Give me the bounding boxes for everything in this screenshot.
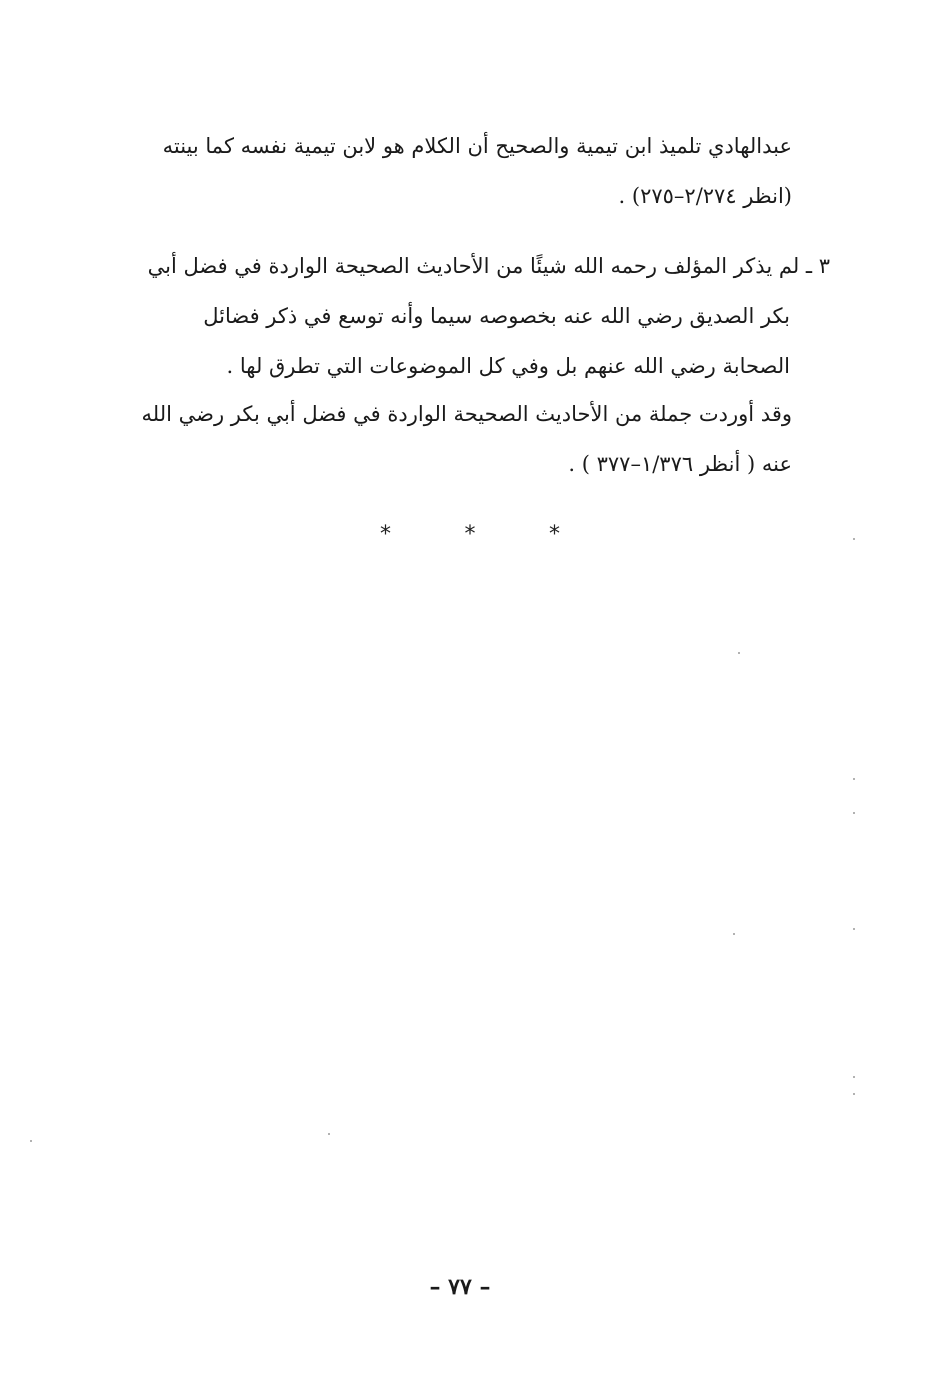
separator-star: * — [464, 522, 476, 547]
scan-speck — [738, 652, 740, 654]
separator-star: * — [549, 522, 560, 547]
scan-speck — [30, 1140, 32, 1142]
paragraph-2-line-1: ٣ ـ لم يذكر المؤلف رحمه الله شيئًا من الأحاديث الصحيحة الواردة في فضل أبي — [147, 254, 830, 278]
scan-speck — [853, 1076, 855, 1078]
paragraph-1-line-1: عبدالهادي تلميذ ابن تيمية والصحيح أن الكلام هو لابن تيمية نفسه كما بينته — [162, 134, 792, 158]
scan-speck — [328, 1133, 330, 1135]
paragraph-3 — [112, 389, 792, 489]
separator-star: * — [380, 522, 391, 547]
scan-speck — [853, 928, 855, 930]
paragraph-2 — [112, 241, 830, 391]
scan-speck — [853, 778, 855, 780]
paragraph-1-line-2: (انظر ٢/٢٧٤–٢٧٥) . — [618, 184, 792, 208]
paragraph-2-line-2: بكر الصديق رضي الله عنه بخصوصه سيما وأنه توسع في ذكر فضائل — [203, 304, 790, 328]
paragraph-1 — [112, 121, 792, 221]
scan-speck — [853, 538, 855, 540]
paragraph-3-line-1: وقد أوردت جملة من الأحاديث الصحيحة الواردة في فضل أبي بكر رضي الله — [141, 402, 792, 426]
paragraph-3-line-2: عنه ( أنظر ١/٣٧٦–٣٧٧ ) . — [568, 452, 792, 476]
scan-speck — [733, 933, 735, 935]
scan-speck — [853, 812, 855, 814]
page-number: – ٧٧ – — [429, 1274, 491, 1300]
section-separator — [380, 520, 560, 550]
paragraph-2-line-3: الصحابة رضي الله عنهم بل وفي كل الموضوعات التي تطرق لها . — [226, 354, 790, 378]
scan-speck — [853, 1093, 855, 1095]
